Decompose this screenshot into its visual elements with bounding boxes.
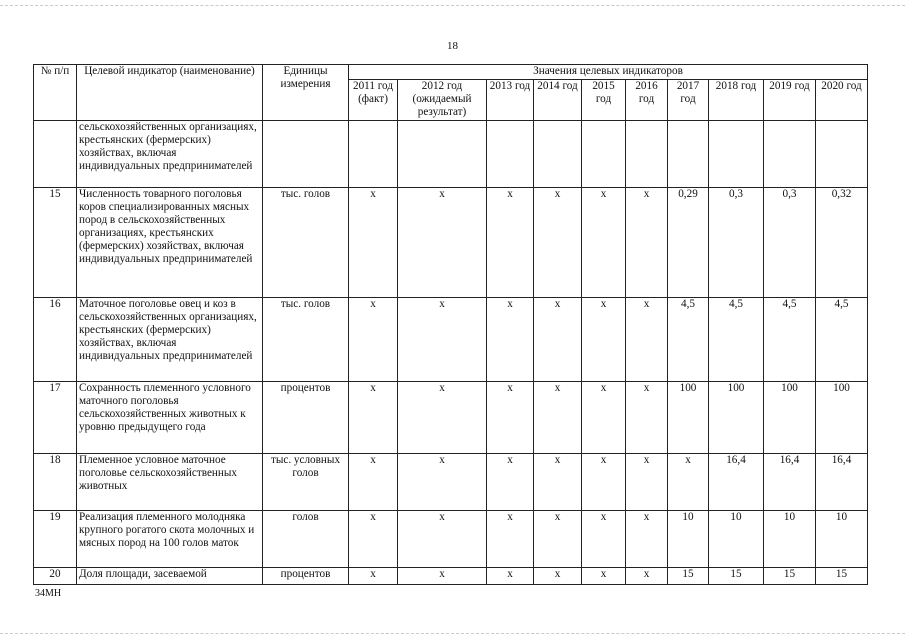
row-value: х — [398, 454, 487, 511]
row-value — [816, 121, 868, 188]
row-value: 4,5 — [816, 298, 868, 382]
row-indicator: сельскохозяйственных организациях, крестьянских (фермерских) хозяйствах, включая индивидуальных предпринимателей — [77, 121, 263, 188]
row-value: х — [487, 298, 534, 382]
row-value: х — [487, 568, 534, 585]
row-unit — [263, 121, 349, 188]
row-value: х — [349, 511, 398, 568]
row-value: х — [534, 188, 582, 298]
row-unit: процентов — [263, 568, 349, 585]
row-value: 10 — [709, 511, 764, 568]
row-num: 19 — [34, 511, 77, 568]
row-value: х — [582, 511, 626, 568]
row-value — [626, 121, 668, 188]
row-indicator: Сохранность племенного условного маточного поголовья сельскохозяйственных животных к уровню предыдущего года — [77, 382, 263, 454]
row-value: х — [626, 568, 668, 585]
row-value: 15 — [668, 568, 709, 585]
header-row-top — [34, 65, 868, 80]
row-value: х — [487, 188, 534, 298]
scan-edge-bottom — [0, 633, 905, 635]
row-value: х — [582, 298, 626, 382]
footer-code: 34МН — [35, 588, 62, 599]
table-row — [34, 454, 868, 511]
row-value: х — [349, 382, 398, 454]
table-row — [34, 188, 868, 298]
row-unit: тыс. голов — [263, 188, 349, 298]
row-value: 100 — [709, 382, 764, 454]
row-value: 10 — [764, 511, 816, 568]
header-unit: Единицы измерения — [263, 65, 349, 121]
header-year: 2011 год (факт) — [349, 80, 398, 121]
row-unit: тыс. голов — [263, 298, 349, 382]
row-indicator: Реализация племенного молодняка крупного рогатого скота молочных и мясных пород на 100 голов маток — [77, 511, 263, 568]
row-value: х — [534, 382, 582, 454]
row-value: 100 — [764, 382, 816, 454]
table-row — [34, 382, 868, 454]
row-value: х — [626, 188, 668, 298]
row-value: х — [398, 382, 487, 454]
row-unit: голов — [263, 511, 349, 568]
header-values-group: Значения целевых индикаторов — [349, 65, 868, 80]
row-value: 0,3 — [709, 188, 764, 298]
row-value — [668, 121, 709, 188]
row-value: 100 — [668, 382, 709, 454]
row-value — [487, 121, 534, 188]
row-value: х — [534, 454, 582, 511]
row-value: х — [398, 511, 487, 568]
row-value: х — [487, 511, 534, 568]
row-indicator: Племенное условное маточное поголовье сельскохозяйственных животных — [77, 454, 263, 511]
row-value: 16,4 — [709, 454, 764, 511]
row-value — [709, 121, 764, 188]
row-value: х — [582, 454, 626, 511]
header-year: 2017 год — [668, 80, 709, 121]
header-year: 2014 год — [534, 80, 582, 121]
row-value: х — [349, 188, 398, 298]
row-value: х — [626, 298, 668, 382]
row-value: х — [582, 568, 626, 585]
row-value: 100 — [816, 382, 868, 454]
header-year: 2015 год — [582, 80, 626, 121]
row-value: 0,3 — [764, 188, 816, 298]
row-value: 0,29 — [668, 188, 709, 298]
row-value: 16,4 — [816, 454, 868, 511]
table-row — [34, 568, 868, 585]
row-value: 15 — [816, 568, 868, 585]
table-row — [34, 511, 868, 568]
row-num: 18 — [34, 454, 77, 511]
header-year: 2020 год — [816, 80, 868, 121]
row-value: 10 — [816, 511, 868, 568]
row-value: х — [349, 568, 398, 585]
row-value — [764, 121, 816, 188]
row-value: 0,32 — [816, 188, 868, 298]
row-indicator: Численность товарного поголовья коров специализированных мясных пород в сельскохозяйственных организациях, крестьянских (фермерских) хозяйствах, включая индивидуальных предпринимателей — [77, 188, 263, 298]
table-row — [34, 121, 868, 188]
header-indicator: Целевой индикатор (наименование) — [77, 65, 263, 121]
row-value: 15 — [764, 568, 816, 585]
indicators-table — [33, 64, 868, 585]
table-row — [34, 298, 868, 382]
row-value: 10 — [668, 511, 709, 568]
row-value: х — [487, 382, 534, 454]
row-num: 20 — [34, 568, 77, 585]
row-value: х — [349, 454, 398, 511]
row-num: 16 — [34, 298, 77, 382]
row-value: х — [534, 568, 582, 585]
row-value: х — [582, 382, 626, 454]
row-num: 15 — [34, 188, 77, 298]
header-year: 2018 год — [709, 80, 764, 121]
row-value: 15 — [709, 568, 764, 585]
scan-edge-top — [0, 5, 905, 7]
header-num: № п/п — [34, 65, 77, 121]
row-value — [349, 121, 398, 188]
row-value: 4,5 — [764, 298, 816, 382]
row-unit: процентов — [263, 382, 349, 454]
row-num — [34, 121, 77, 188]
row-value: х — [668, 454, 709, 511]
row-value: 4,5 — [668, 298, 709, 382]
row-value: х — [534, 298, 582, 382]
row-value: х — [349, 298, 398, 382]
row-value — [534, 121, 582, 188]
row-value: х — [487, 454, 534, 511]
row-value: х — [626, 382, 668, 454]
row-value: х — [626, 511, 668, 568]
row-value: х — [398, 298, 487, 382]
row-value — [582, 121, 626, 188]
header-year: 2019 год — [764, 80, 816, 121]
row-indicator: Маточное поголовье овец и коз в сельскохозяйственных организациях, крестьянских (фермерских) хозяйствах, включая индивидуальных предпринимателей — [77, 298, 263, 382]
row-value: 16,4 — [764, 454, 816, 511]
header-year: 2012 год (ожидаемый результат) — [398, 80, 487, 121]
page-number: 18 — [447, 40, 458, 52]
row-value — [398, 121, 487, 188]
row-indicator: Доля площади, засеваемой — [77, 568, 263, 585]
row-value: х — [398, 568, 487, 585]
header-year: 2016 год — [626, 80, 668, 121]
row-value: х — [398, 188, 487, 298]
row-num: 17 — [34, 382, 77, 454]
row-value: х — [534, 511, 582, 568]
row-unit: тыс. условных голов — [263, 454, 349, 511]
row-value: 4,5 — [709, 298, 764, 382]
row-value: х — [626, 454, 668, 511]
header-year: 2013 год — [487, 80, 534, 121]
row-value: х — [582, 188, 626, 298]
